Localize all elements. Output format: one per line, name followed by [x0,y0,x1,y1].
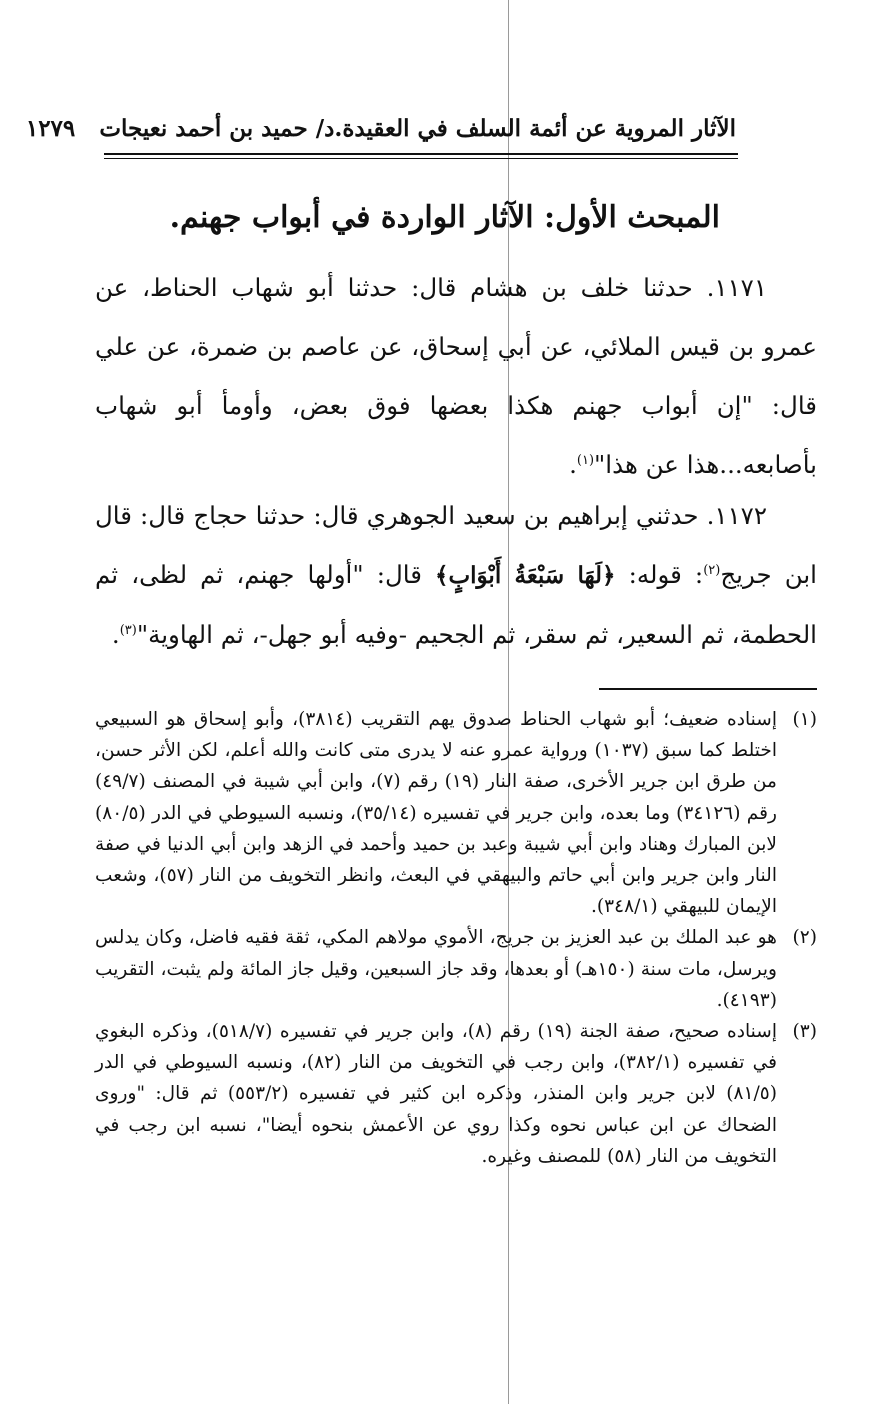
footnote-text: إسناده ضعيف؛ أبو شهاب الحناط صدوق يهم التقريب (٣٨١٤)، وأبو إسحاق هو السبيعي اختلط كما سبق (١٠٣٧) ورواية عمرو عنه لا يدرى متى كانت والله أعلم، لكن الأثر حسن، من طرق ابن جرير الأخرى، صفة النار (١٩) رقم (٧)، وابن أبي شيبة في المصنف (٤٩/٧) رقم (٣٤١٢٦) وما بعده، وابن جرير في تفسيره (٣٥/١٤)، ونسبه السيوطي في الدر (٨٠/٥) لابن المبارك وهناد وابن أبي شيبة وعبد بن حميد وأحمد في الزهد وابن أبي الدنيا في صفة النار وابن جرير وابن أبي حاتم والبيهقي في البعث، وانظر التخويف من النار (٥٧)، وشعب الإيمان للبيهقي (٣٤٨/١). [95,709,778,918]
footnote-number: (٣) [792,1021,817,1043]
footnote-separator [599,688,817,690]
footnote-ref[interactable]: (٣) [119,622,137,638]
narration-1171: ١١٧١. حدثنا خلف بن هشام قال: حدثنا أبو شهاب الحناط، عن عمرو بن قيس الملائي، عن أبي إسحاق، عن عاصم بن ضمرة، عن علي قال: "إن أبواب جهنم هكذا بعضها فوق بعض، وأومأ أبو شهاب بأصابعه...هذا عن هذا"$^{(١)}$. [95,273,817,479]
footnote-2 [95,922,817,1016]
narration-number: ١١٧١. [706,273,767,302]
footnote-ref[interactable]: (٢) [703,562,721,578]
footnote-ref[interactable]: (١) [576,452,595,468]
footnotes-block [95,704,817,1172]
header-rule [104,153,738,155]
running-header [25,112,736,146]
narration-text: حدثني إبراهيم بن سعيد الجوهري قال: حدثنا حجاج قال: قال ابن جريج [95,501,817,589]
header-rule-thin [104,158,738,159]
footnote-number: (٢) [792,927,817,949]
footnote-number: (١) [792,709,817,730]
narration-1172: ١١٧٢. حدثني إبراهيم بن سعيد الجوهري قال: حدثنا حجاج قال: قال ابن جريج$^{(٢)}$: قوله: ﴿لَهَا سَبْعَةُ أَبْوَابٍ﴾ قال: "أولها جهنم، ثم لظى، ثم الحطمة، ثم السعير، ثم سقر، ثم الجحيم -وفيه أبو جهل-، ثم الهاوية"$^{(٣)}$. [95,501,817,649]
quran-verse: ﴿لَهَا سَبْعَةُ أَبْوَابٍ﴾ [435,562,616,589]
footnote-text: إسناده صحيح، صفة الجنة (١٩) رقم (٨)، وابن جرير في تفسيره (٥١٨/٧)، وذكره البغوي في تفسيره (٣٨٢/١)، وابن رجب في التخويف من النار (٨٢)، ونسبه السيوطي في الدر (٨١/٥) لابن جرير وابن المنذر، وذكره ابن كثير في تفسيره (٥٥٣/٢) ثم قال: "وروى الضحاك عن ابن عباس نحوه وكذا روي عن الأعمش بنحوه أيضا"، نسبه ابن رجب في التخويف من النار (٥٨) للمصنف وغيره. [95,1021,778,1167]
section-heading: المبحث الأول: الآثار الواردة في أبواب جهنم. [169,200,720,235]
section-label: المبحث الأول [555,200,720,235]
footnote-1 [95,704,817,922]
narration-text-cont: قال: "أولها جهنم، ثم لظى، ثم الحطمة، ثم السعير، ثم سقر، ثم الجحيم -وفيه أبو جهل-، ثم الهاوية" [95,560,817,649]
header-title: الآثار المروية عن أئمة السلف في العقيدة.د/ حميد بن أحمد نعيجات [99,115,736,142]
footnote-text: هو عبد الملك بن عبد العزيز بن جريج، الأموي مولاهم المكي، ثقة فقيه فاضل، وكان يدلس ويرسل، مات سنة (١٥٠هـ) أو بعدها، وقد جاز السبعين، وقيل جاز المائة ولم يثبت، التقريب (٤١٩٣). [95,927,777,1011]
footnote-3 [95,1016,817,1172]
section-title-text: الآثار الواردة في أبواب جهنم. [169,200,534,235]
header-page-number: ١٢٧٩ [25,115,76,142]
narration-text: حدثنا خلف بن هشام قال: حدثنا أبو شهاب الحناط، عن عمرو بن قيس الملائي، عن أبي إسحاق، عن عاصم بن ضمرة، عن علي قال: "إن أبواب جهنم هكذا بعضها فوق بعض، وأومأ أبو شهاب بأصابعه...هذا عن هذا" [95,273,817,479]
narration-number: ١١٧٢. [706,501,767,530]
